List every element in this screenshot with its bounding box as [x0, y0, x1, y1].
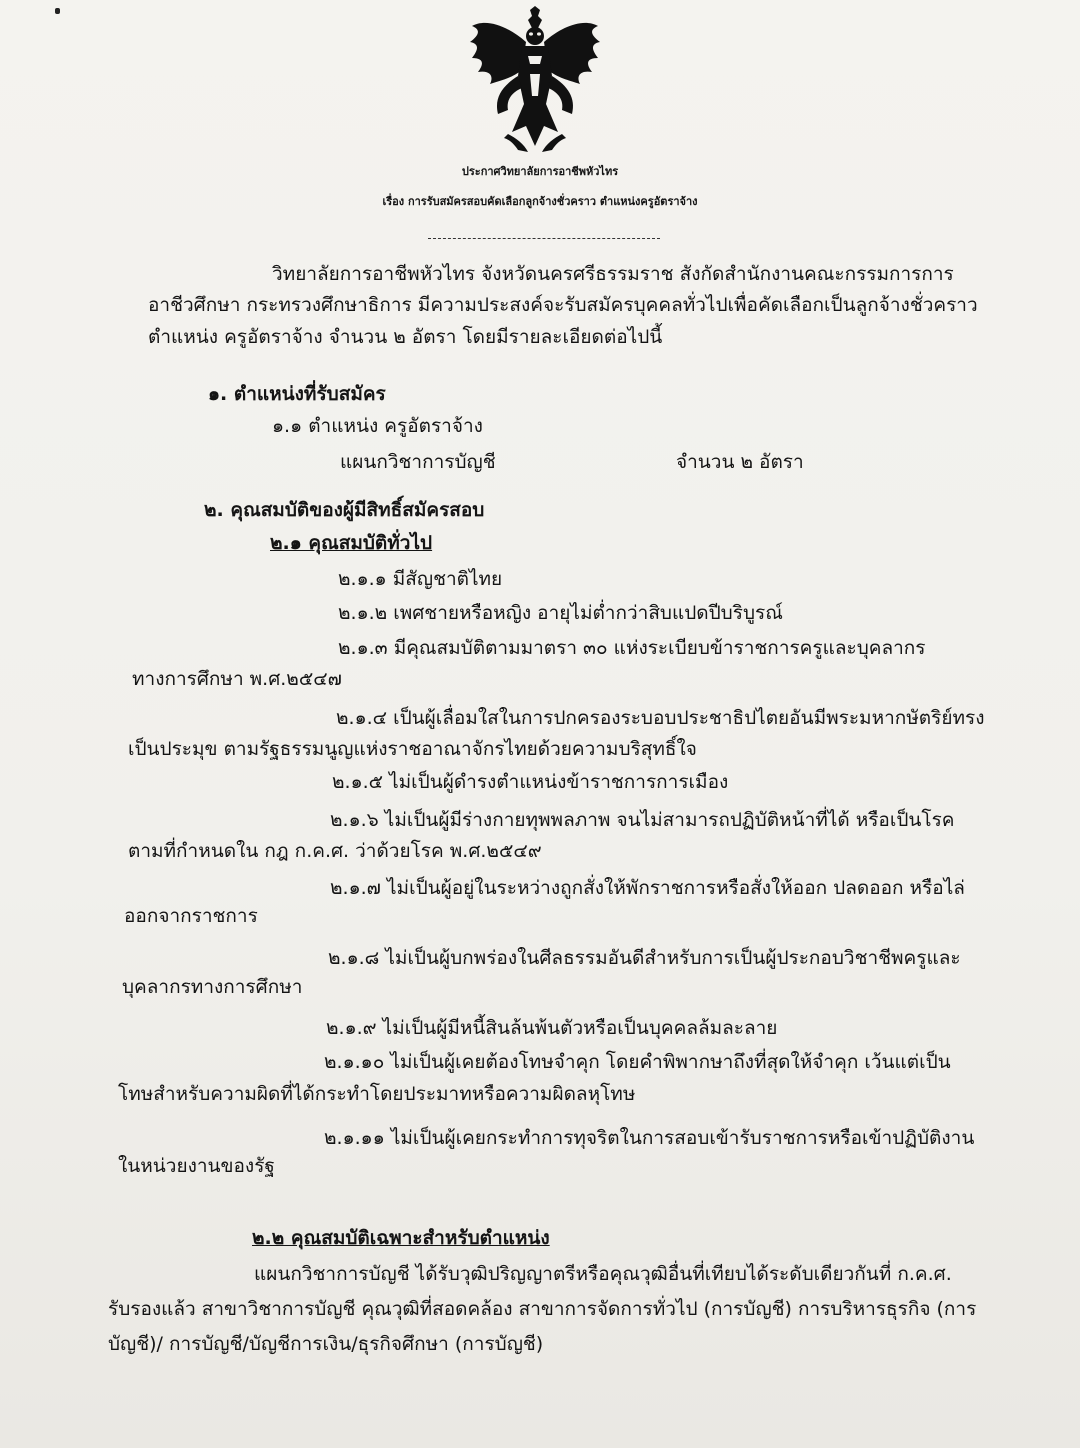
- section-2-2-heading: ๒.๒ คุณสมบัติเฉพาะสำหรับตำแหน่ง: [252, 1227, 550, 1249]
- qualification-line: ทางการศึกษา พ.ศ.๒๕๔๗: [132, 668, 342, 690]
- announcement-title: ประกาศวิทยาลัยการอาชีพหัวไทร: [461, 165, 619, 178]
- announcement-subject: เรื่อง การรับสมัครสอบคัดเลือกลูกจ้างชั่วคราว ตำแหน่งครูอัตราจ้าง: [382, 195, 698, 208]
- qualification-line: ๒.๑.๓ มีคุณสมบัติตามมาตรา ๓๐ แห่งระเบียบข้าราชการครูและบุคลากร: [338, 637, 926, 659]
- qualification-line: ในหน่วยงานของรัฐ: [118, 1155, 275, 1177]
- qualification-line: ๒.๑.๑๐ ไม่เป็นผู้เคยต้องโทษจำคุก โดยคำพิพากษาถึงที่สุดให้จำคุก เว้นแต่เป็น: [324, 1051, 951, 1073]
- qualification-line: ๒.๑.๗ ไม่เป็นผู้อยู่ในระหว่างถูกสั่งให้พักราชการหรือสั่งให้ออก ปลดออก หรือไล่: [330, 877, 965, 899]
- qualification-line: ๒.๑.๔ เป็นผู้เลื่อมใสในการปกครองระบอบประชาธิปไตยอันมีพระมหากษัตริย์ทรง: [336, 707, 985, 729]
- header-divider: [428, 238, 660, 239]
- qualification-line: ๒.๑.๘ ไม่เป็นผู้บกพร่องในศีลธรรมอันดีสำหรับการเป็นผู้ประกอบวิชาชีพครูและ: [328, 947, 961, 969]
- scan-speck: [55, 8, 60, 14]
- qualification-line: ๒.๑.๕ ไม่เป็นผู้ดำรงตำแหน่งข้าราชการการเมือง: [332, 771, 729, 793]
- specific-qualification-line: บัญชี)/ การบัญชี/บัญชีการเงิน/ธุรกิจศึกษา (การบัญชี): [108, 1333, 544, 1355]
- intro-line-3: ตำแหน่ง ครูอัตราจ้าง จำนวน ๒ อัตรา โดยมีรายละเอียดต่อไปนี้: [148, 326, 663, 348]
- qualification-line: ๒.๑.๙ ไม่เป็นผู้มีหนี้สินล้นพ้นตัวหรือเป็นบุคคลล้มละลาย: [326, 1017, 778, 1039]
- qualification-line: บุคลากรทางการศึกษา: [122, 976, 303, 998]
- intro-line-2: อาชีวศึกษา กระทรวงศึกษาธิการ มีความประสงค์จะรับสมัครบุคคลทั่วไปเพื่อคัดเลือกเป็นลูกจ้างชั่วคราว: [148, 294, 978, 316]
- section-2-1-heading: ๒.๑ คุณสมบัติทั่วไป: [270, 532, 433, 554]
- specific-qualification-line: แผนกวิชาการบัญชี ได้รับวุฒิปริญญาตรีหรือคุณวุฒิอื่นที่เทียบได้ระดับเดียวกันที่ ก.ค.ศ.: [254, 1263, 952, 1285]
- specific-qualification-line: รับรองแล้ว สาขาวิชาการบัญชี คุณวุฒิที่สอดคล้อง สาขาการจัดการทั่วไป (การบัญชี) การบริหารธุรกิจ (การ: [108, 1298, 977, 1320]
- qualification-line: ตามที่กำหนดใน กฎ ก.ค.ศ. ว่าด้วยโรค พ.ศ.๒๕๔๙: [128, 840, 542, 862]
- section-1-count: จำนวน ๒ อัตรา: [676, 451, 804, 473]
- qualification-line: โทษสำหรับความผิดที่ได้กระทำโดยประมาทหรือความผิดลหุโทษ: [118, 1083, 636, 1105]
- qualification-line: ๒.๑.๑ มีสัญชาติไทย: [338, 568, 503, 590]
- qualification-line: ๒.๑.๒ เพศชายหรือหญิง อายุไม่ต่ำกว่าสิบแปดปีบริบูรณ์: [338, 602, 783, 624]
- garuda-emblem-icon: [468, 6, 602, 152]
- section-1-item: ๑.๑ ตำแหน่ง ครูอัตราจ้าง: [272, 415, 483, 437]
- qualification-line: ออกจากราชการ: [124, 905, 258, 927]
- section-1-heading: ๑. ตำแหน่งที่รับสมัคร: [208, 383, 386, 405]
- section-1-department: แผนกวิชาการบัญชี: [340, 451, 496, 473]
- intro-line-1: วิทยาลัยการอาชีพหัวไทร จังหวัดนครศรีธรรมราช สังกัดสำนักงานคณะกรรมการการ: [272, 263, 954, 285]
- qualification-line: ๒.๑.๖ ไม่เป็นผู้มีร่างกายทุพพลภาพ จนไม่สามารถปฏิบัติหน้าที่ได้ หรือเป็นโรค: [330, 809, 955, 831]
- section-2-heading: ๒. คุณสมบัติของผู้มีสิทธิ์สมัครสอบ: [204, 499, 485, 521]
- qualification-line: ๒.๑.๑๑ ไม่เป็นผู้เคยกระทำการทุจริตในการสอบเข้ารับราชการหรือเข้าปฏิบัติงาน: [324, 1127, 975, 1149]
- qualification-line: เป็นประมุข ตามรัฐธรรมนูญแห่งราชอาณาจักรไทยด้วยความบริสุทธิ์ใจ: [128, 738, 697, 760]
